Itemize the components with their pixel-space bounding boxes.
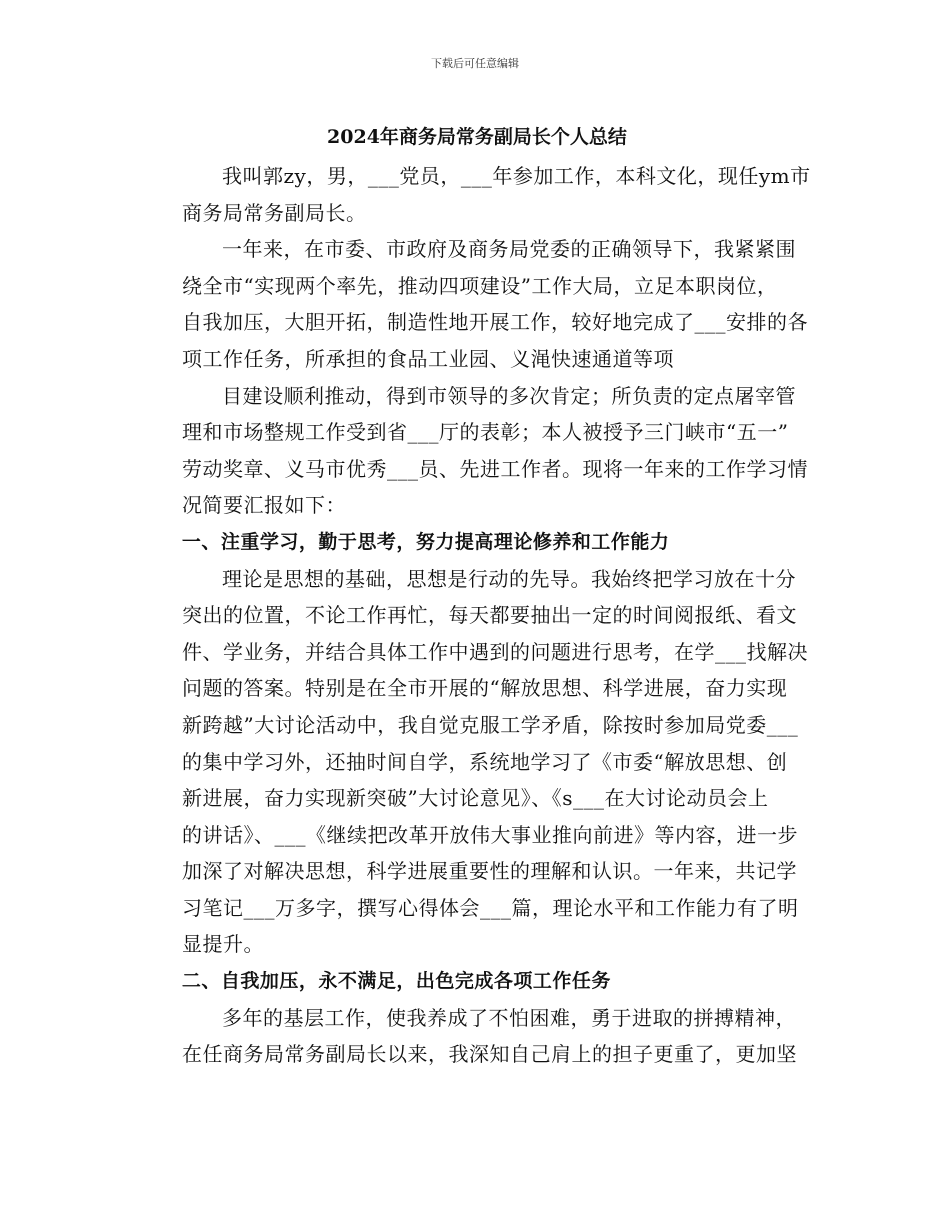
paragraph-work — [142, 1000, 812, 1073]
paragraph-line: 劳动奖章、义马市优秀___员、先进工作者。现将一年来的工作学习情 — [182, 456, 808, 481]
paragraph-line: 件、学业务，并结合具体工作中遇到的问题进行思考，在学___找解决 — [182, 639, 808, 664]
paragraph-line: 自我加压，大胆开拓，制造性地开展工作，较好地完成了___安排的各 — [182, 310, 808, 335]
header-note: 下载后可任意编辑 — [431, 57, 519, 70]
paragraph-line: 在任商务局常务副局长以来，我深知自己肩上的担子更重了，更加坚 — [182, 1042, 797, 1067]
paragraph-line: 习笔记___万多字，撰写心得体会___篇，理论水平和工作能力有了明 — [182, 895, 799, 920]
section-heading-study: 一、注重学习，勤于思考，努力提高理论修养和工作能力 — [181, 530, 670, 553]
paragraph-achievements — [142, 378, 812, 524]
paragraph-study — [142, 561, 812, 964]
paragraph-line: 的讲话》、___《继续把改革开放伟大事业推向前进》等内容，进一步 — [182, 822, 798, 847]
paragraph-line: 新跨越”大讨论活动中，我自觉克服工学矛盾，除按时参加局党委___ — [182, 712, 799, 737]
paragraph-line: 问题的答案。特别是在全市开展的“解放思想、科学进展，奋力实现 — [182, 676, 788, 701]
document-body — [142, 118, 812, 1073]
paragraph-line: 我叫郭zy，男，___党员，___年参加工作，本科文化，现任ym市 — [222, 164, 811, 188]
paragraph-line: 绕全市“实现两个率先，推动四项建设”工作大局，立足本职岗位， — [182, 273, 778, 298]
paragraph-line: 的集中学习外，还抽时间自学，系统地学习了《市委“解放思想、创 — [182, 749, 788, 774]
paragraph-line: 一年来，在市委、市政府及商务局党委的正确领导下，我紧紧围 — [222, 237, 796, 262]
paragraph-line: 加深了对解决思想，科学进展重要性的理解和认识。一年来，共记学 — [182, 859, 797, 884]
paragraph-line: 显提升。 — [182, 932, 264, 957]
paragraph-line: 理和市场整规工作受到省___厅的表彰；本人被授予三门峡市“五一” — [182, 420, 789, 445]
paragraph-line: 项工作任务，所承担的食品工业园、义渑快速通道等项 — [182, 346, 674, 371]
paragraph-line: 理论是思想的基础，思想是行动的先导。我始终把学习放在十分 — [222, 566, 796, 591]
paragraph-line: 新进展，奋力实现新突破”大讨论意见》、《s___在大讨论动员会上 — [182, 786, 769, 811]
paragraph-overview — [142, 231, 812, 377]
paragraph-line: 多年的基层工作，使我养成了不怕困难，勇于进取的拼搏精神， — [222, 1005, 796, 1030]
section-heading-work: 二、自我加压，永不满足，出色完成各项工作任务 — [181, 970, 611, 993]
paragraph-line: 况简要汇报如下： — [182, 493, 346, 518]
document-title: 2024年商务局常务副局长个人总结 — [327, 126, 627, 148]
paragraph-line: 商务局常务副局长。 — [182, 200, 367, 225]
paragraph-intro — [142, 158, 812, 231]
paragraph-line: 目建设顺利推动，得到市领导的多次肯定；所负责的定点屠宰管 — [222, 383, 796, 408]
paragraph-line: 突出的位置，不论工作再忙，每天都要抽出一定的时间阅报纸、看文 — [182, 603, 797, 628]
